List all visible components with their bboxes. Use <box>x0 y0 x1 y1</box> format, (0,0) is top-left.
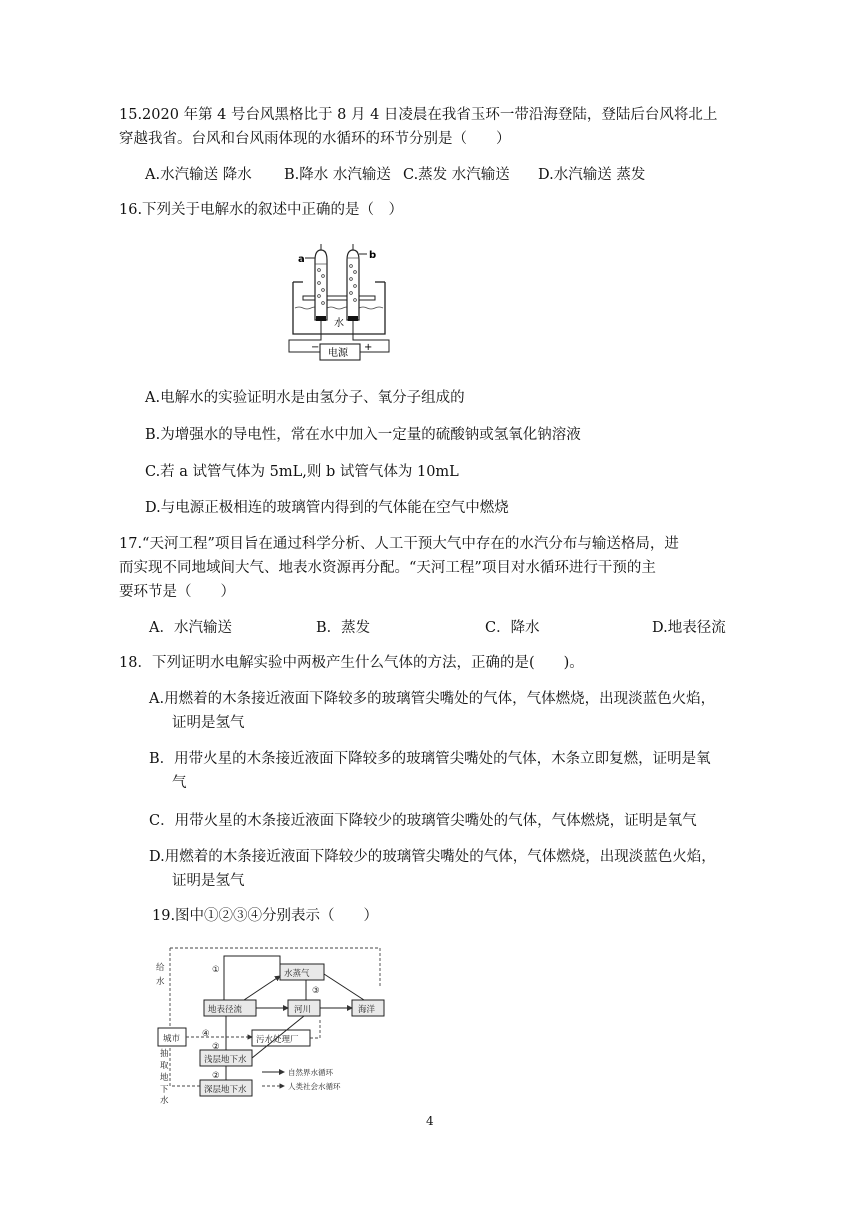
q18-option-a-line2: 证明是氢气 <box>172 715 245 731</box>
sewage-plant-box: 污水处理厂 <box>256 1035 299 1045</box>
side-label-extract-1: 抽 <box>160 1049 169 1059</box>
power-source-label: 电源 <box>328 348 348 359</box>
q17-stem-line2: 而实现不同地域间大气、地表水资源再分配。“天河工程”项目对水循环进行干预的主 <box>119 560 656 576</box>
q16-stem: 16.下列关于电解水的叙述中正确的是（ ） <box>119 202 404 218</box>
q17-option-c: C．降水 <box>485 620 540 636</box>
q15-option-b: B.降水 水汽输送 <box>284 167 391 183</box>
marker-2-lower: ② <box>212 1071 220 1081</box>
tube-a-label: a <box>298 254 305 265</box>
marker-2: ② <box>212 1042 220 1052</box>
page-number: 4 <box>426 1114 434 1128</box>
q17-option-b: B．蒸发 <box>316 620 371 636</box>
legend-social: 人类社会水循环 <box>288 1082 341 1091</box>
q17-stem-line3: 要环节是（ ） <box>119 584 235 600</box>
q15-option-c: C.蒸发 水汽输送 <box>403 167 510 183</box>
q15-option-a: A.水汽输送 降水 <box>145 167 252 183</box>
q15-option-d: D.水汽输送 蒸发 <box>538 167 646 183</box>
q16-option-c: C.若 a 试管气体为 5mL,则 b 试管气体为 10mL <box>145 464 459 480</box>
q16-option-b: B.为增强水的导电性，常在水中加入一定量的硫酸钠或氢氧化钠溶液 <box>145 427 581 443</box>
legend-natural: 自然界水循环 <box>288 1068 333 1077</box>
ocean-box: 海洋 <box>358 1005 376 1015</box>
positive-terminal: + <box>364 342 373 353</box>
vapor-box: 水蒸气 <box>284 969 310 979</box>
q15-stem-line1: 15.2020 年第 4 号台风黑格比于 8 月 4 日凌晨在我省玉环一带沿海登陆，登陆后台风将北上 <box>119 107 718 123</box>
side-label-extract-5: 水 <box>160 1096 169 1105</box>
city-box: 城市 <box>163 1034 181 1044</box>
water-label: 水 <box>334 318 344 329</box>
q18-option-c: C．用带火星的木条接近液面下降较少的玻璃管尖嘴处的气体，气体燃烧，证明是氧气 <box>149 813 697 829</box>
q16-option-a: A.电解水的实验证明水是由氢分子、氧分子组成的 <box>145 390 465 406</box>
q18-option-a-line1: A.用燃着的木条接近液面下降较多的玻璃管尖嘴处的气体，气体燃烧，出现淡蓝色火焰， <box>149 691 716 707</box>
tube-b-label: b <box>369 250 377 261</box>
q18-option-b-line2: 气 <box>172 775 187 791</box>
deep-groundwater-box: 深层地下水 <box>204 1085 247 1095</box>
q18-stem: 18．下列证明水电解实验中两极产生什么气体的方法，正确的是( )。 <box>119 655 584 671</box>
marker-1: ① <box>212 965 220 975</box>
q17-stem-line1: 17.“天河工程”项目旨在通过科学分析、人工干预大气中存在的水汽分布与输送格局，进 <box>119 536 679 552</box>
negative-terminal: − <box>311 342 320 353</box>
river-box: 河川 <box>294 1005 312 1015</box>
water-cycle-diagram <box>148 940 390 1105</box>
side-label-extract-3: 地 <box>160 1073 169 1083</box>
side-label-extract-4: 下 <box>160 1085 169 1095</box>
side-label-extract-2: 取 <box>160 1061 169 1071</box>
q15-stem-line2: 穿越我省。台风和台风雨体现的水循环的环节分别是（ ） <box>119 131 511 147</box>
q18-option-d-line2: 证明是氢气 <box>172 873 245 889</box>
side-label-give-2: 水 <box>156 977 165 987</box>
electrolysis-figure <box>285 240 395 362</box>
shallow-groundwater-box: 浅层地下水 <box>204 1055 247 1065</box>
q18-option-d-line1: D.用燃着的木条接近液面下降较少的玻璃管尖嘴处的气体，气体燃烧，出现淡蓝色火焰， <box>149 849 716 865</box>
q17-option-a: A．水汽输送 <box>149 620 232 636</box>
surface-runoff-box: 地表径流 <box>208 1005 243 1015</box>
q16-option-d: D.与电源正极相连的玻璃管内得到的气体能在空气中燃烧 <box>145 500 509 516</box>
q17-option-d: D.地表径流 <box>652 620 726 636</box>
marker-3: ③ <box>312 986 320 996</box>
q19-stem: 19.图中①②③④分别表示（ ） <box>152 908 379 924</box>
q18-option-b-line1: B．用带火星的木条接近液面下降较多的玻璃管尖嘴处的气体，木条立即复燃，证明是氧 <box>149 751 711 767</box>
marker-4: ④ <box>202 1029 210 1039</box>
side-label-give-1: 给 <box>156 963 165 973</box>
